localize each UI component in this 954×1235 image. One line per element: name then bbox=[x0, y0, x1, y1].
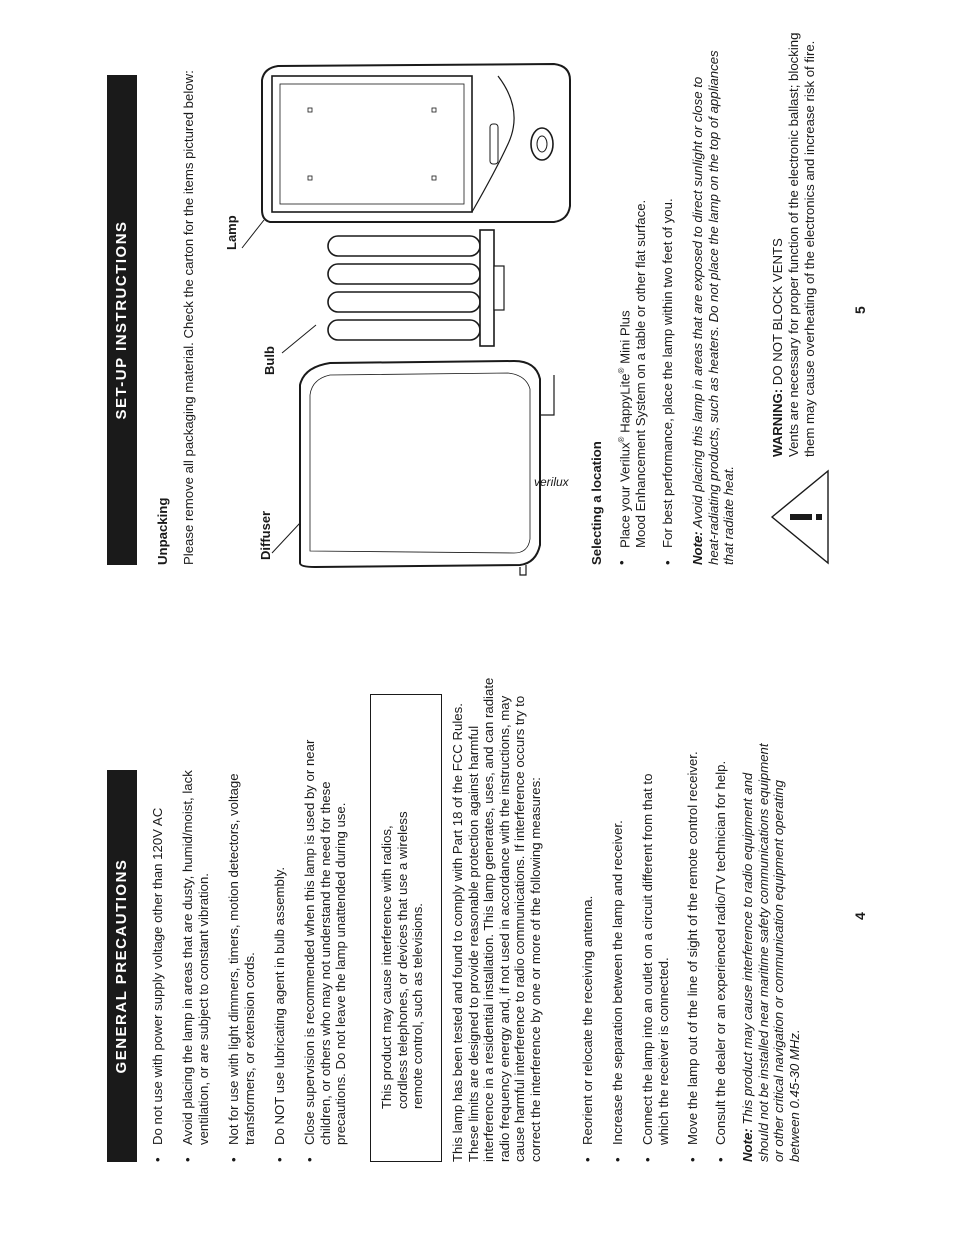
location-item bbox=[614, 78, 648, 565]
bulb-leader-line bbox=[280, 315, 320, 355]
registered-mark: ® bbox=[617, 436, 626, 443]
location-text-b: HappyLite bbox=[617, 373, 633, 437]
warning-block bbox=[770, 0, 786, 457]
interference-box-text: This product may cause interference with radios, cordless telephones, or devices that use a wireless remote control, such as televisions. bbox=[379, 811, 425, 1109]
lamp-illustration bbox=[258, 55, 578, 230]
location-text-c: Mini Plus bbox=[617, 310, 633, 368]
general-precautions-header: GENERAL PRECAUTIONS bbox=[107, 770, 137, 1162]
diffuser-brand-text: verilux bbox=[534, 475, 569, 489]
measure-item: • Increase the separation between the lamp and receiver. bbox=[610, 665, 626, 1162]
page-number-right: 5 bbox=[852, 306, 868, 314]
unpacking-text: Please remove all packaging material. Check the carton for the items pictured below: bbox=[181, 70, 196, 565]
warning-triangle-icon bbox=[768, 467, 832, 567]
radio-note bbox=[740, 742, 802, 1162]
page-number-left: 4 bbox=[852, 912, 868, 920]
location-item: • For best performance, place the lamp within two feet of you. bbox=[660, 48, 676, 565]
diffuser-label: Diffuser bbox=[258, 510, 273, 560]
registered-mark: ® bbox=[617, 367, 626, 374]
fcc-compliance-text: This lamp has been tested and found to comply with Part 18 of the FCC Rules. These limits are designed to provide reasonable protection against harmful interference in a residential installation. This lamp generates, uses, and can radiate radio frequency energy and, if not used in accordance with the instructions, may cause harmful interference to radio communications. If interference occurs try to correct the interference by one or more of the following measures: bbox=[450, 677, 543, 1162]
diffuser-leader-line bbox=[270, 515, 305, 555]
precaution-item: • Do not use with power supply voltage other than 120V AC bbox=[150, 745, 166, 1162]
warning-label: WARNING: bbox=[770, 388, 785, 457]
bulb-label: Bulb bbox=[262, 346, 277, 375]
lamp-leader-line bbox=[240, 210, 270, 250]
location-text-a: Place your Verilux bbox=[617, 442, 633, 548]
precaution-item: • Not for use with light dimmers, timers, motion detectors, voltage transformers, or extension cords. bbox=[226, 745, 257, 1162]
bulb-illustration bbox=[310, 230, 510, 350]
note-text: Avoid placing this lamp in areas that are exposed to direct sunlight or close to heat-radiating products, such as heaters. Do not place the lamp on the top of appliances that radiate heat. bbox=[690, 50, 736, 565]
warning-text: Vents are necessary for proper function of the electronic ballast; blocking them may cause overheating of the electronics and increase risk of fire. bbox=[786, 32, 817, 457]
heat-note bbox=[690, 45, 737, 565]
measure-item: • Move the lamp out of the line of sight of the remote control receiver. bbox=[685, 655, 701, 1162]
location-text-d: Mood Enhancement System on a table or other flat surface. bbox=[632, 199, 648, 548]
precaution-item: • Avoid placing the lamp in areas that are dusty, humid/moist, lack ventilation, or are subject to constant vibration. bbox=[180, 745, 211, 1162]
precaution-item: • Do NOT use lubricating agent in bulb assembly. bbox=[272, 745, 288, 1162]
diffuser-illustration bbox=[270, 345, 569, 575]
selecting-location-title: Selecting a location bbox=[589, 441, 604, 565]
precaution-item: • Close supervision is recommended when this lamp is used by or near children, or others who may not understand the need for these precautions. Do not leave the lamp unattended during use. bbox=[302, 733, 349, 1162]
lamp-label: Lamp bbox=[224, 215, 239, 250]
unpacking-title: Unpacking bbox=[155, 497, 170, 565]
interference-box bbox=[370, 694, 442, 1162]
setup-instructions-header: SET-UP INSTRUCTIONS bbox=[107, 75, 137, 565]
warning-title: DO NOT BLOCK VENTS bbox=[770, 238, 785, 389]
measure-item: • Reorient or relocate the receiving antenna. bbox=[580, 665, 596, 1162]
note-label: Note: bbox=[690, 531, 705, 565]
note-label: Note: bbox=[740, 1128, 755, 1162]
measure-item: • Consult the dealer or an experienced radio/TV technician for help. bbox=[713, 655, 729, 1162]
measure-item: • Connect the lamp into an outlet on a circuit different from that to which the receiver is connected. bbox=[640, 745, 671, 1162]
note-text: This product may cause interference to radio equipment and should not be installed near maritime safety communications equipment or other critical navigation or communication equipment operating between 0.45-30 MHz. bbox=[740, 743, 802, 1162]
